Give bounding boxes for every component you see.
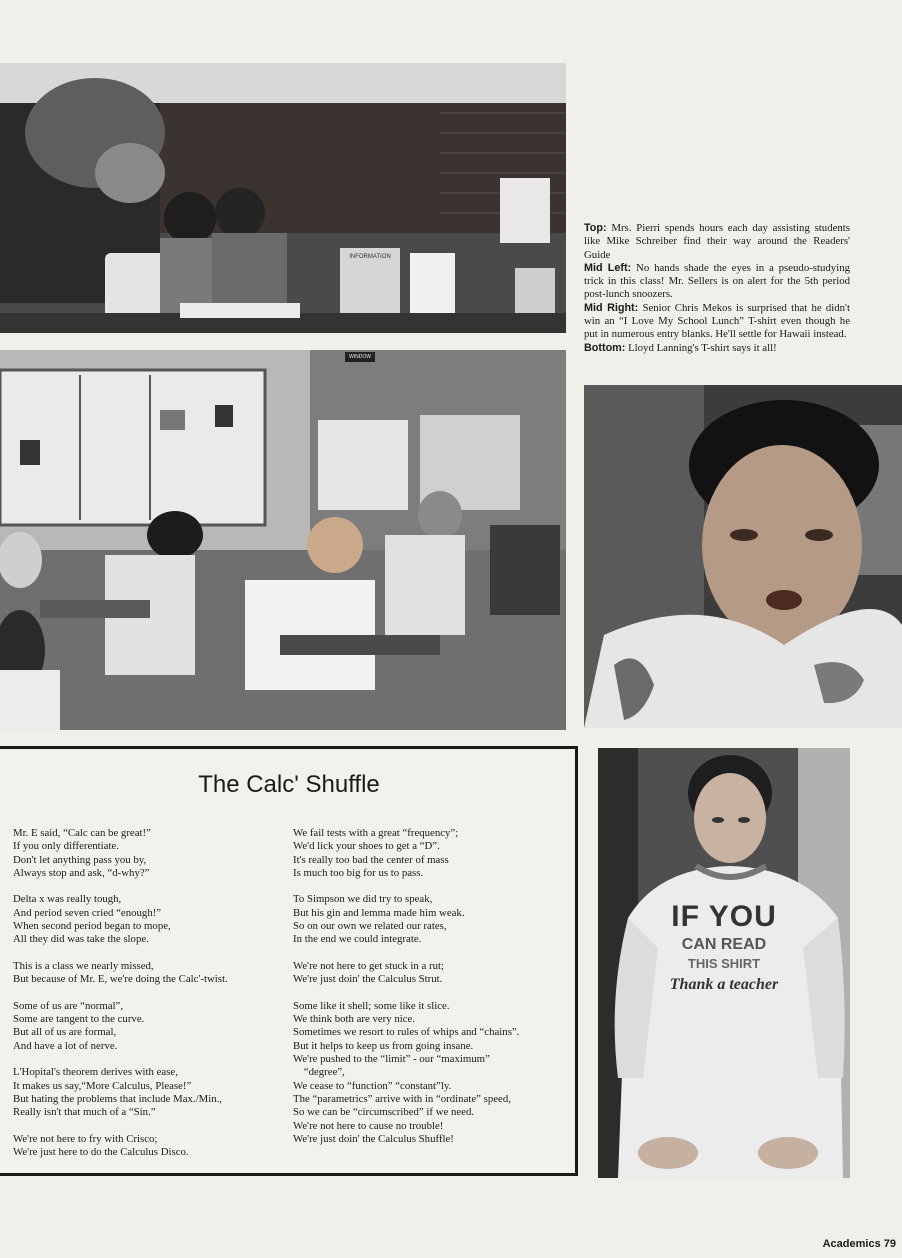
poem-line: When second period began to mope, (13, 920, 171, 933)
poem-column-right (293, 827, 573, 1159)
poem-stanza (13, 960, 283, 987)
poem-box (0, 746, 578, 1176)
poem-line: Is much too big for us to pass. (293, 866, 424, 879)
tshirt-text-line-2: CAN READ (681, 936, 767, 953)
poem-line: All they did was take the slope. (13, 933, 149, 946)
poem-line: But hating the problems that include Max./Min., (13, 1092, 223, 1105)
poem-line: But because of Mr. E, we're doing the Calc'-twist. (13, 973, 228, 986)
poem-stanza (13, 1133, 283, 1160)
poem-stanza (13, 1066, 283, 1119)
poem-line: The “parametrics” arrive with in “ordinate” speed, (293, 1092, 511, 1105)
caption-top: Top: Mrs. Pierri spends hours each day assisting students like Mike Schreiber find their way around the Readers' Guide (584, 222, 850, 261)
poem-stanza (13, 827, 283, 880)
poem-line: Always stop and ask, “d-why?” (13, 866, 150, 879)
poem-line: “degree”, (293, 1066, 345, 1079)
caption-mid-left: Mid Left: No hands shade the eyes in a pseudo-studying trick in this class! Mr. Sellers is on alert for the 5th period post-lunch snoozers. (584, 261, 851, 301)
poem-title: The Calc' Shuffle (198, 771, 380, 798)
window-sign: WINDOW (349, 354, 371, 360)
poem-line: We're not here to fry with Crisco; (13, 1132, 158, 1145)
poem-line: Some like it shell; some like it slice. (293, 999, 450, 1012)
poem-line: It makes us say,“More Calculus, Please!” (13, 1079, 192, 1092)
poem-line: Some are tangent to the curve. (13, 1013, 145, 1026)
poem-line: It's really too bad the center of mass (293, 853, 449, 866)
tshirt-text-line-1: IF YOU (671, 900, 777, 933)
poem-line: To Simpson we did try to speak, (293, 893, 433, 906)
poem-line: Really isn't that much of a “Sin.” (13, 1106, 156, 1119)
poem-line: Mr. E said, “Calc can be great!” (13, 827, 151, 839)
photo-captions (584, 222, 850, 355)
poem-line: We fail tests with a great “frequency”; (293, 827, 459, 839)
poem-line: This is a class we nearly missed, (13, 959, 154, 972)
tshirt-text-line-3: THIS SHIRT (687, 956, 761, 971)
poem-line: And period seven cried “enough!” (13, 906, 162, 919)
poem-line: Delta x was really tough, (13, 893, 122, 906)
caption-mid-right: Mid Right: Senior Chris Mekos is surprised that he didn't win an “I Love My School Lunch” T-shirt even though he put in numerous entry blanks. He'll settle for Hawaii instead. (584, 301, 850, 341)
photo-top-library (0, 63, 566, 333)
photo-mid-left-classroom (0, 350, 566, 730)
poem-line: And have a lot of nerve. (13, 1039, 118, 1052)
poem-line: So on our own we related our rates, (293, 920, 447, 933)
poem-line: We're just here to do the Calculus Disco. (13, 1146, 189, 1159)
poem-line: If you only differentiate. (13, 840, 119, 853)
poem-line: We cease to “function” “constant”ly. (293, 1079, 452, 1092)
poem-line: We're not here to cause no trouble! (293, 1119, 444, 1132)
poem-line: We think both are very nice. (293, 1013, 416, 1026)
poem-line: Some of us are “normal”, (13, 999, 124, 1012)
photo-bottom-tshirt (598, 748, 850, 1178)
poem-line: In the end we could integrate. (293, 933, 422, 946)
page-footer: Academics 79 (822, 1238, 896, 1250)
poem-line: But his gin and lemma made him weak. (293, 906, 465, 919)
information-sign: INFORMATION (349, 254, 391, 260)
poem-line: We're not here to get stuck in a rut; (293, 959, 444, 972)
tshirt-text-line-4: Thank a teacher (669, 976, 779, 993)
poem-line: Sometimes we resort to rules of whips and “chains”. (293, 1026, 520, 1039)
poem-line: L'Hopital's theorem derives with ease, (13, 1066, 178, 1079)
poem-stanza (293, 827, 573, 880)
photo-mid-right-portrait (584, 385, 902, 728)
poem-line: But it helps to keep us from going insane. (293, 1039, 474, 1052)
poem-line: Don't let anything pass you by, (13, 853, 147, 866)
poem-line: We're just doin' the Calculus Shuffle! (293, 1132, 454, 1145)
poem-column-left (13, 827, 283, 1173)
poem-line: We're pushed to the “limit” - our “maximum” (293, 1053, 490, 1066)
caption-bottom: Bottom: Lloyd Lanning's T-shirt says it all! (584, 341, 777, 354)
poem-stanza (13, 1000, 283, 1053)
poem-stanza (293, 960, 573, 987)
poem-line: We're just doin' the Calculus Strut. (293, 973, 443, 986)
poem-line: We'd lick your shoes to get a “D”. (293, 840, 440, 853)
poem-stanza (293, 893, 573, 946)
poem-line: So we can be “circumscribed” if we need. (293, 1106, 475, 1119)
poem-stanza (13, 893, 283, 946)
poem-stanza (293, 1000, 573, 1146)
poem-line: But all of us are formal, (13, 1026, 117, 1039)
